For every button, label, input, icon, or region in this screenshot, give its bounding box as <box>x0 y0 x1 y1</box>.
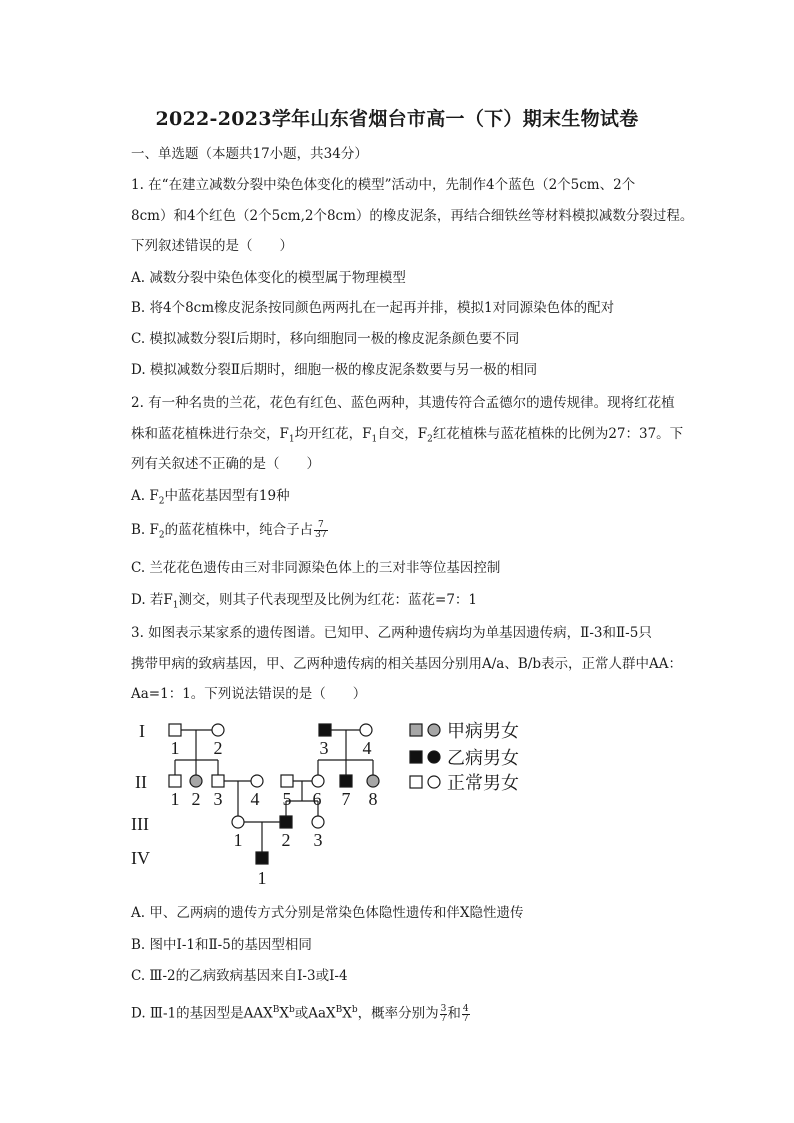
fraction-numerator: 4 <box>462 1003 469 1014</box>
subscript: 1 <box>288 434 295 445</box>
gen1-female-4 <box>360 724 372 736</box>
gen-label-1: I <box>139 721 145 741</box>
gen-label-4: IV <box>131 848 150 868</box>
gen2-num-4: 4 <box>250 789 260 809</box>
q3-text: ，概率分别为 <box>357 1005 439 1022</box>
q3-text: D. Ⅲ-1的基因型是AAX <box>131 1005 273 1022</box>
legend-yi-female-icon <box>428 751 440 763</box>
legend-yi-label: 乙病男女 <box>447 748 519 768</box>
gen2-male-5 <box>281 775 293 787</box>
fraction-denominator: 37 <box>315 530 327 540</box>
gen4-num-1: 1 <box>257 868 267 888</box>
q3-option-b: B. 图中Ⅰ-1和Ⅱ-5的基因型相同 <box>131 937 312 953</box>
q2-text: 均开红花，F <box>294 426 372 442</box>
q2-text: 株和蓝花植株进行杂交，F <box>131 426 289 442</box>
legend-jia-label: 甲病男女 <box>447 721 519 741</box>
gen3-num-3: 3 <box>313 830 323 850</box>
legend-normal-female-icon <box>428 776 440 788</box>
subscript: 2 <box>158 530 165 541</box>
fraction-denominator: 7 <box>462 1013 469 1024</box>
gen2-female-4 <box>251 775 263 787</box>
q3-option-d <box>131 1001 470 1024</box>
q2-stem-line3: 列有关叙述不正确的是（ ） <box>131 456 320 472</box>
gen-label-3: III <box>131 814 149 834</box>
gen3-num-1: 1 <box>233 830 243 850</box>
gen1-num-2: 2 <box>213 738 223 758</box>
gen2-female-2-jia <box>190 775 202 787</box>
superscript: B <box>335 1005 343 1015</box>
q1-stem-line3: 下列叙述错误的是（ ） <box>131 238 293 254</box>
gen2-male-7-yi <box>340 775 352 787</box>
gen2-female-8-jia <box>367 775 379 787</box>
gen1-num-4: 4 <box>362 738 372 758</box>
subscript: 1 <box>172 600 179 611</box>
gen3-female-1 <box>232 816 244 828</box>
fraction-numerator: 3 <box>440 1003 447 1014</box>
q2-text: 的蓝花植株中，纯合子占 <box>164 522 314 538</box>
q3-text: 和 <box>447 1005 461 1022</box>
legend-jia-female-icon <box>428 724 440 736</box>
gen2-num-6: 6 <box>312 789 322 809</box>
gen3-male-2-yi <box>280 816 292 828</box>
page-title: 2022-2023学年山东省烟台市高一（下）期末生物试卷 <box>155 108 639 130</box>
gen2-num-7: 7 <box>341 789 351 809</box>
q3-option-c: C. Ⅲ-2的乙病致病基因来自Ⅰ-3或Ⅰ-4 <box>131 968 348 984</box>
subscript: 2 <box>158 496 165 507</box>
gen2-num-3: 3 <box>213 789 223 809</box>
legend-normal-male-icon <box>410 776 422 788</box>
q2-text: A. F <box>131 488 159 504</box>
fraction <box>462 1005 470 1024</box>
gen1-female-2 <box>212 724 224 736</box>
q2-text: D. 若F <box>131 592 173 608</box>
gen3-female-3 <box>312 816 324 828</box>
gen4-male-1-yi <box>256 852 268 864</box>
fraction-denominator: 7 <box>440 1013 447 1024</box>
legend-yi-male-icon <box>410 751 422 763</box>
subscript: 2 <box>427 434 433 445</box>
gen2-num-2: 2 <box>191 789 201 809</box>
q3-text: 或AaX <box>294 1005 336 1022</box>
gen2-num-1: 1 <box>170 789 180 809</box>
q2-stem-line1: 2. 有一种名贵的兰花，花色有红色、蓝色两种，其遗传符合孟德尔的遗传规律。现将红花植 <box>131 395 675 411</box>
gen1-num-1: 1 <box>170 738 180 758</box>
legend-jia-male-icon <box>410 724 422 736</box>
superscript: B <box>272 1005 280 1015</box>
q3-stem-line3: Aa=1：1。下列说法错误的是（ ） <box>131 686 367 702</box>
gen1-num-3: 3 <box>319 738 329 758</box>
q2-text: 中蓝花基因型有19种 <box>164 488 290 504</box>
q1-option-c: C. 模拟减数分裂Ⅰ后期时，移向细胞同一极的橡皮泥条颜色要不同 <box>131 331 520 347</box>
legend-normal-label: 正常男女 <box>447 773 519 793</box>
q2-text: 测交，则其子代表现型及比例为红花：蓝花=7：1 <box>178 592 478 608</box>
gen2-num-5: 5 <box>282 789 292 809</box>
q1-stem-line2: 8cm）和4个红色（2个5cm,2个8cm）的橡皮泥条，再结合细铁丝等材料模拟减数分裂过程。 <box>131 208 694 224</box>
gen3-num-2: 2 <box>281 830 291 850</box>
q1-option-a: A. 减数分裂中染色体变化的模型属于物理模型 <box>131 270 406 286</box>
section-heading: 一、单选题（本题共17小题，共34分） <box>131 146 368 162</box>
gen2-num-8: 8 <box>368 789 378 809</box>
q2-text: B. F <box>131 522 159 538</box>
gen1-male-3-yi <box>319 724 331 736</box>
q1-option-b: B. 将4个8cm橡皮泥条按同颜色两两扎在一起再并排，模拟1对同源染色体的配对 <box>131 300 615 316</box>
q3-stem-line2: 携带甲病的致病基因，甲、乙两种遗传病的相关基因分别用A/a、B/b表示，正常人群中AA： <box>131 656 682 672</box>
q2-option-c: C. 兰花花色遗传由三对非同源染色体上的三对非等位基因控制 <box>131 560 501 576</box>
q2-text: 红花植株与蓝花植株的比例为27：37。下 <box>432 426 684 442</box>
q3-text: X <box>342 1005 352 1022</box>
q3-stem-line1: 3. 如图表示某家系的遗传图谱。已知甲、乙两种遗传病均为单基因遗传病，Ⅱ-3和Ⅱ-5只 <box>131 625 652 641</box>
gen2-male-3 <box>212 775 224 787</box>
q3-text: X <box>279 1005 289 1022</box>
gen2-female-6 <box>312 775 324 787</box>
superscript: b <box>288 1005 295 1015</box>
q3-option-a: A. 甲、乙两病的遗传方式分别是常染色体隐性遗传和伴X隐性遗传 <box>131 905 524 921</box>
superscript: b <box>351 1005 358 1015</box>
q1-option-d: D. 模拟减数分裂Ⅱ后期时，细胞一极的橡皮泥条数要与另一极的相同 <box>131 362 538 378</box>
gen1-male-1 <box>169 724 181 736</box>
gen-label-2: II <box>135 772 147 792</box>
pedigree-legend <box>410 721 519 793</box>
subscript: 1 <box>371 434 378 445</box>
q1-stem-line1: 1. 在“在建立减数分裂中染色体变化的模型”活动中，先制作4个蓝色（2个5cm、2个 <box>131 177 636 193</box>
gen2-male-1 <box>169 775 181 787</box>
fraction-numerator: 7 <box>314 521 327 531</box>
q2-text: 自交，F <box>377 426 428 442</box>
